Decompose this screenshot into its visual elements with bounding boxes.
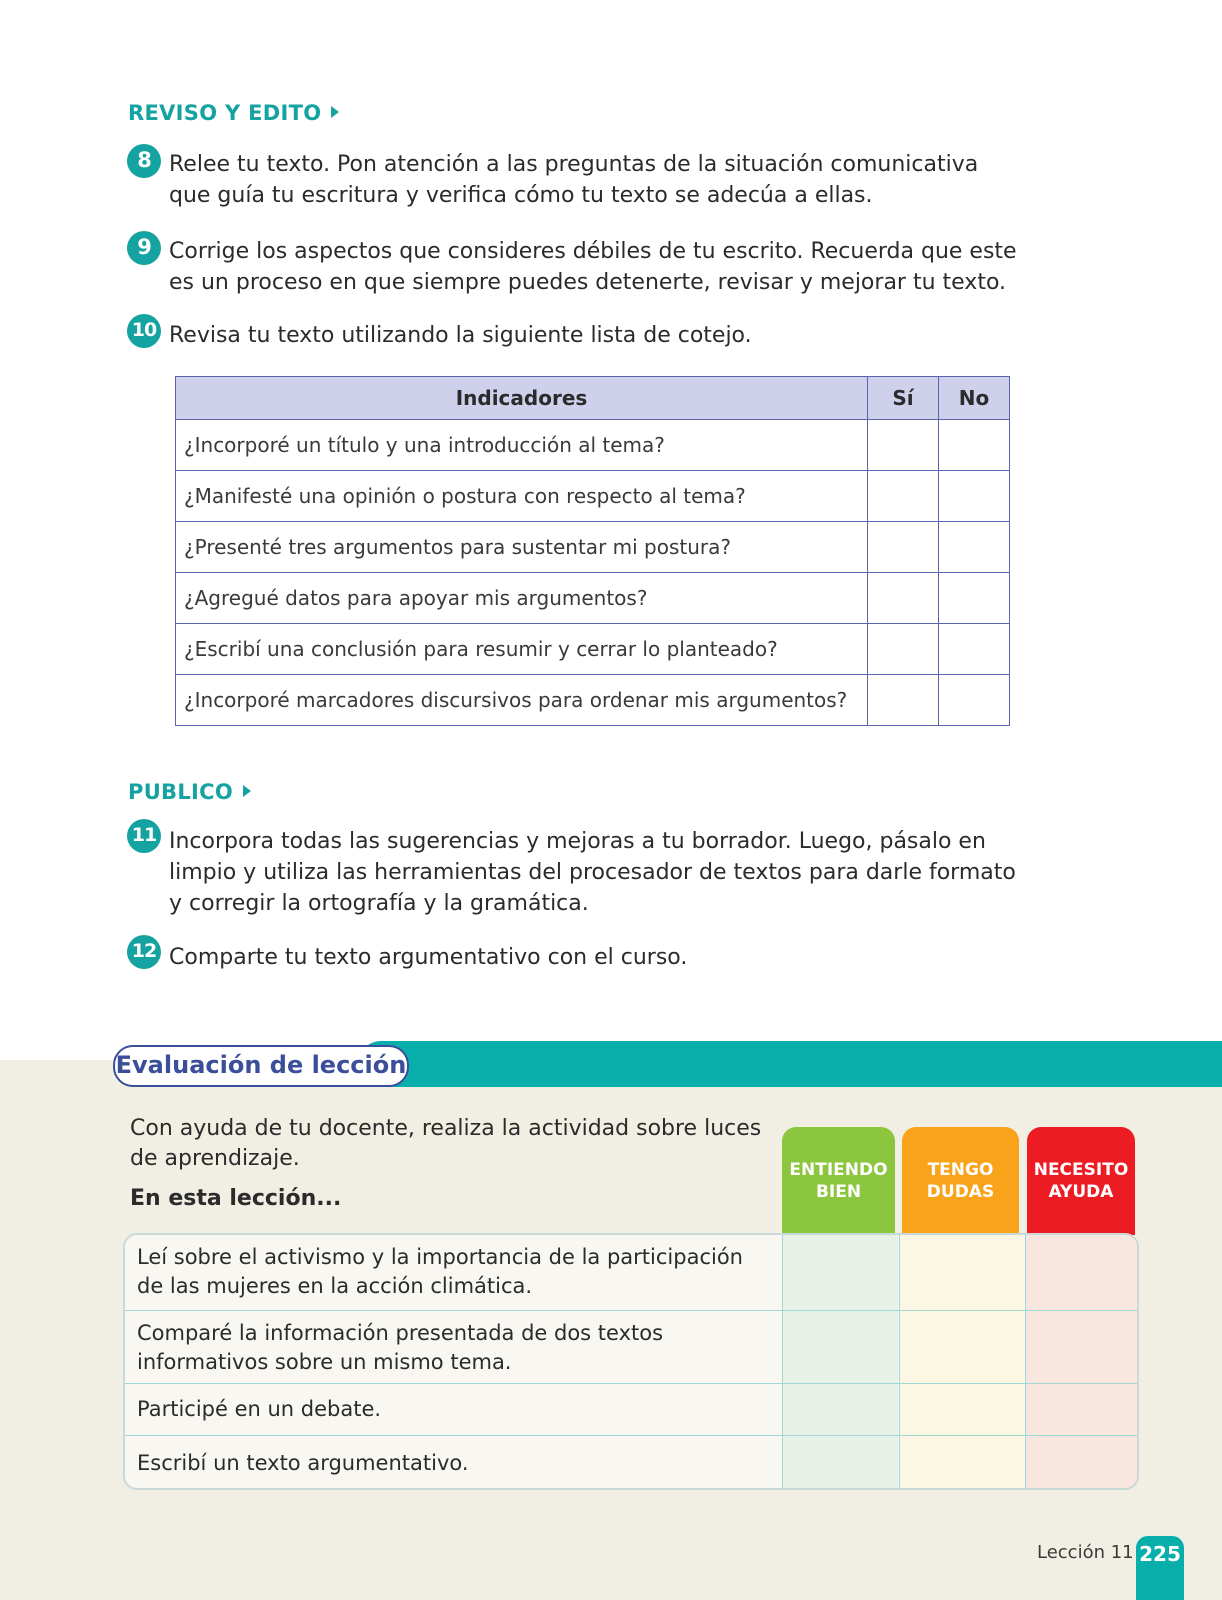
page-number: 225 bbox=[1136, 1536, 1184, 1600]
indicator-text: ¿Agregué datos para apoyar mis argumentos? bbox=[176, 573, 868, 624]
play-triangle-icon bbox=[243, 785, 251, 797]
need-help-cell[interactable] bbox=[1025, 1311, 1138, 1384]
no-checkbox-cell[interactable] bbox=[939, 522, 1010, 573]
instruction-11: Incorpora todas las sugerencias y mejoras a tu borrador. Luego, pásalo en limpio y utiliza las herramientas del procesador de textos para darle formato y corregir la ortografía y la gramática. bbox=[169, 829, 1016, 916]
light-understand-well bbox=[782, 1127, 895, 1235]
yes-checkbox-cell[interactable] bbox=[868, 624, 939, 675]
checklist-header-row bbox=[176, 377, 1010, 420]
item-number-12: 12 bbox=[127, 935, 161, 969]
indicator-text: ¿Incorporé un título y una introducción al tema? bbox=[176, 420, 868, 471]
understand-well-cell[interactable] bbox=[782, 1311, 898, 1384]
no-checkbox-cell[interactable] bbox=[939, 573, 1010, 624]
evaluation-statement: Escribí un texto argumentativo. bbox=[137, 1451, 469, 1475]
table-row bbox=[125, 1435, 1137, 1489]
understand-well-cell[interactable] bbox=[782, 1235, 898, 1310]
indicator-text: ¿Escribí una conclusión para resumir y cerrar lo planteado? bbox=[176, 624, 868, 675]
no-checkbox-cell[interactable] bbox=[939, 624, 1010, 675]
no-checkbox-cell[interactable] bbox=[939, 420, 1010, 471]
light-label-line: NECESITO bbox=[1033, 1160, 1129, 1180]
need-help-cell[interactable] bbox=[1025, 1436, 1138, 1489]
section-heading-publish-text: PUBLICO bbox=[128, 780, 234, 804]
table-row bbox=[176, 573, 1010, 624]
instruction-9: Corrige los aspectos que consideres débiles de tu escrito. Recuerda que este es un proceso en que siempre puedes detenerte, revisar y mejorar tu texto. bbox=[169, 239, 1017, 295]
table-row bbox=[176, 675, 1010, 726]
evaluation-statement: Leí sobre el activismo y la importancia de la participación de las mujeres en la acción climática. bbox=[137, 1245, 743, 1298]
evaluation-table bbox=[123, 1233, 1139, 1490]
need-help-cell[interactable] bbox=[1025, 1235, 1138, 1310]
footer-lesson-label: Lección 11 bbox=[1037, 1542, 1134, 1563]
evaluation-subheading: En esta lección... bbox=[130, 1186, 342, 1211]
understand-well-cell[interactable] bbox=[782, 1436, 898, 1489]
evaluation-statement: Participé en un debate. bbox=[137, 1397, 382, 1421]
yes-checkbox-cell[interactable] bbox=[868, 675, 939, 726]
evaluation-title: Evaluación de lección bbox=[113, 1045, 409, 1087]
yes-checkbox-cell[interactable] bbox=[868, 573, 939, 624]
item-number-10: 10 bbox=[127, 314, 161, 348]
need-help-cell[interactable] bbox=[1025, 1384, 1138, 1436]
yes-checkbox-cell[interactable] bbox=[868, 522, 939, 573]
light-label-line: ENTIENDO bbox=[789, 1160, 888, 1180]
section-heading-publish bbox=[128, 780, 251, 804]
item-number-8: 8 bbox=[127, 144, 161, 178]
table-row bbox=[125, 1310, 1137, 1384]
item-number-11: 11 bbox=[127, 819, 161, 853]
have-doubts-cell[interactable] bbox=[899, 1235, 1024, 1310]
yes-checkbox-cell[interactable] bbox=[868, 420, 939, 471]
no-checkbox-cell[interactable] bbox=[939, 471, 1010, 522]
light-label-line: DUDAS bbox=[926, 1182, 995, 1202]
column-header-yes: Sí bbox=[868, 377, 939, 420]
table-row bbox=[176, 624, 1010, 675]
evaluation-header-band bbox=[358, 1041, 1222, 1087]
indicator-text: ¿Incorporé marcadores discursivos para ordenar mis argumentos? bbox=[176, 675, 868, 726]
no-checkbox-cell[interactable] bbox=[939, 675, 1010, 726]
yes-checkbox-cell[interactable] bbox=[868, 471, 939, 522]
column-header-no: No bbox=[939, 377, 1010, 420]
instruction-12: Comparte tu texto argumentativo con el curso. bbox=[169, 945, 688, 970]
table-row bbox=[125, 1383, 1137, 1436]
indicator-text: ¿Manifesté una opinión o postura con respecto al tema? bbox=[176, 471, 868, 522]
evaluation-intro: Con ayuda de tu docente, realiza la actividad sobre luces de aprendizaje. bbox=[130, 1116, 762, 1171]
light-need-help bbox=[1027, 1127, 1135, 1235]
light-have-doubts bbox=[902, 1127, 1019, 1235]
play-triangle-icon bbox=[331, 106, 339, 118]
instruction-10: Revisa tu texto utilizando la siguiente lista de cotejo. bbox=[169, 323, 752, 348]
indicator-text: ¿Presenté tres argumentos para sustentar mi postura? bbox=[176, 522, 868, 573]
table-row bbox=[176, 420, 1010, 471]
evaluation-statement: Comparé la información presentada de dos textos informativos sobre un mismo tema. bbox=[137, 1321, 664, 1374]
instruction-8: Relee tu texto. Pon atención a las preguntas de la situación comunicativa que guía tu escritura y verifica cómo tu texto se adecúa a ellas. bbox=[169, 152, 979, 208]
table-row bbox=[125, 1235, 1137, 1310]
have-doubts-cell[interactable] bbox=[899, 1436, 1024, 1489]
checklist-table bbox=[175, 376, 1010, 726]
table-row bbox=[176, 522, 1010, 573]
understand-well-cell[interactable] bbox=[782, 1384, 898, 1436]
have-doubts-cell[interactable] bbox=[899, 1384, 1024, 1436]
table-row bbox=[176, 471, 1010, 522]
section-heading-revise-text: REVISO Y EDITO bbox=[128, 101, 322, 125]
light-label-line: BIEN bbox=[815, 1182, 862, 1202]
section-heading-revise bbox=[128, 101, 339, 125]
light-label-line: TENGO bbox=[927, 1160, 994, 1180]
light-label-line: AYUDA bbox=[1048, 1182, 1114, 1202]
column-header-indicators: Indicadores bbox=[176, 377, 868, 420]
item-number-9: 9 bbox=[127, 231, 161, 265]
have-doubts-cell[interactable] bbox=[899, 1311, 1024, 1384]
